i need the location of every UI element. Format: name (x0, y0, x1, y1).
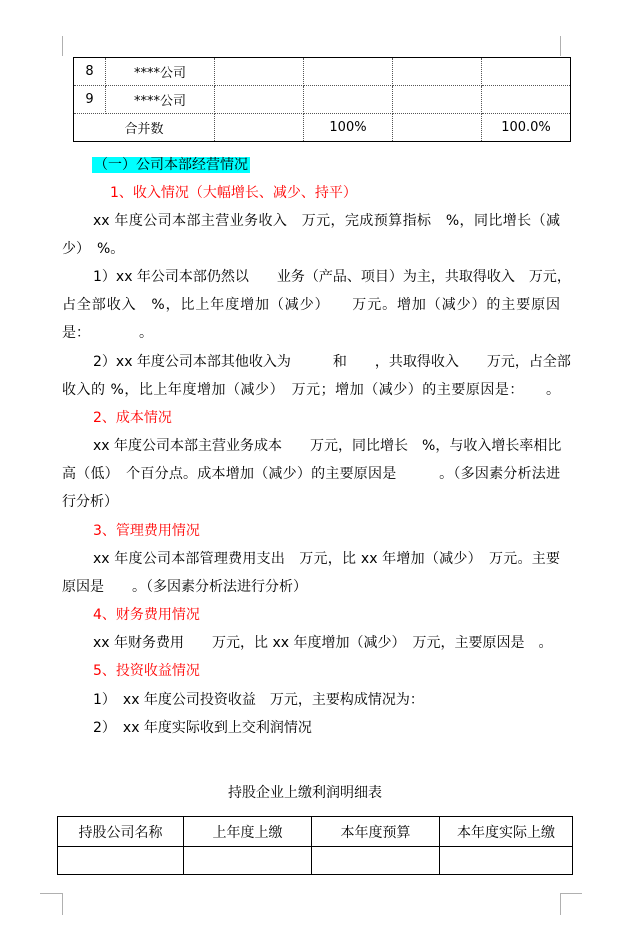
subheading-income: 1、收入情况（大幅增长、减少、持平） (110, 185, 357, 201)
corner-mark-bottom-left (40, 893, 62, 894)
subheading-finance-expense: 4、财务费用情况 (93, 607, 200, 623)
section-heading: （一）公司本部经营情况 (94, 157, 248, 173)
table-row (58, 847, 573, 875)
total-col3: 100% (304, 114, 393, 142)
paragraph-line: 收入的 %，比上年度增加（减少） 万元；增加（减少）的主要原因是： 。 (62, 382, 560, 398)
paragraph-line: xx 年度公司本部管理费用支出 万元，比 xx 年增加（减少） 万元。主要 (93, 551, 560, 567)
company-table (73, 57, 571, 142)
section-heading-line (92, 151, 590, 179)
header-budget: 本年度预算 (312, 817, 440, 847)
corner-mark-top-right (560, 36, 561, 56)
paragraph-line: xx 年度公司本部主营业务收入 万元，完成预算指标 %，同比增长（减 (93, 213, 560, 229)
profit-table-title: 持股企业上缴利润明细表 (228, 785, 382, 801)
row-number: 9 (74, 86, 106, 114)
corner-mark-bottom-left-v (62, 893, 63, 915)
table-row (74, 58, 571, 86)
paragraph-line: 是： 。 (62, 325, 153, 341)
company-name: ****公司 (106, 86, 215, 114)
paragraph-line: 高（低） 个百分点。成本增加（减少）的主要原因是 。（多因素分析法进 (62, 466, 560, 482)
header-actual: 本年度实际上缴 (440, 817, 573, 847)
paragraph-line: 少） %。 (62, 241, 125, 257)
header-company: 持股公司名称 (58, 817, 184, 847)
corner-mark-top-left (62, 36, 63, 56)
table-header-row (58, 817, 573, 847)
paragraph-line: 原因是 。（多因素分析法进行分析） (62, 579, 307, 595)
corner-mark-bottom-right-v (560, 893, 561, 915)
subheading-admin-expense: 3、管理费用情况 (93, 523, 200, 539)
paragraph-line: 1）xx 年公司本部仍然以 业务（产品、项目）为主，共取得收入 万元， (93, 269, 571, 285)
header-last-year: 上年度上缴 (184, 817, 312, 847)
row-number: 8 (74, 58, 106, 86)
paragraph-line: 1） xx 年度公司投资收益 万元，主要构成情况为： (93, 692, 424, 708)
total-row (74, 114, 571, 142)
subheading-investment: 5、投资收益情况 (93, 663, 200, 679)
table-row (74, 86, 571, 114)
paragraph-line: 行分析） (62, 494, 118, 510)
paragraph-line: xx 年财务费用 万元，比 xx 年度增加（减少） 万元，主要原因是 。 (93, 635, 553, 651)
paragraph-line: xx 年度公司本部主营业务成本 万元，同比增长 %，与收入增长率相比 (93, 438, 562, 454)
total-col5: 100.0% (482, 114, 571, 142)
corner-mark-bottom-right (560, 893, 582, 894)
profit-table (57, 816, 573, 875)
subheading-cost: 2、成本情况 (93, 410, 172, 426)
paragraph-line: 2）xx 年度公司本部其他收入为 和 ，共取得收入 万元，占全部 (93, 354, 571, 370)
company-name: ****公司 (106, 58, 215, 86)
paragraph-line: 占全部收入 %，比上年度增加（减少） 万元。增加（减少）的主要原因 (62, 297, 560, 313)
total-label: 合并数 (74, 114, 215, 142)
paragraph-line: 2） xx 年度实际收到上交利润情况 (93, 720, 312, 736)
